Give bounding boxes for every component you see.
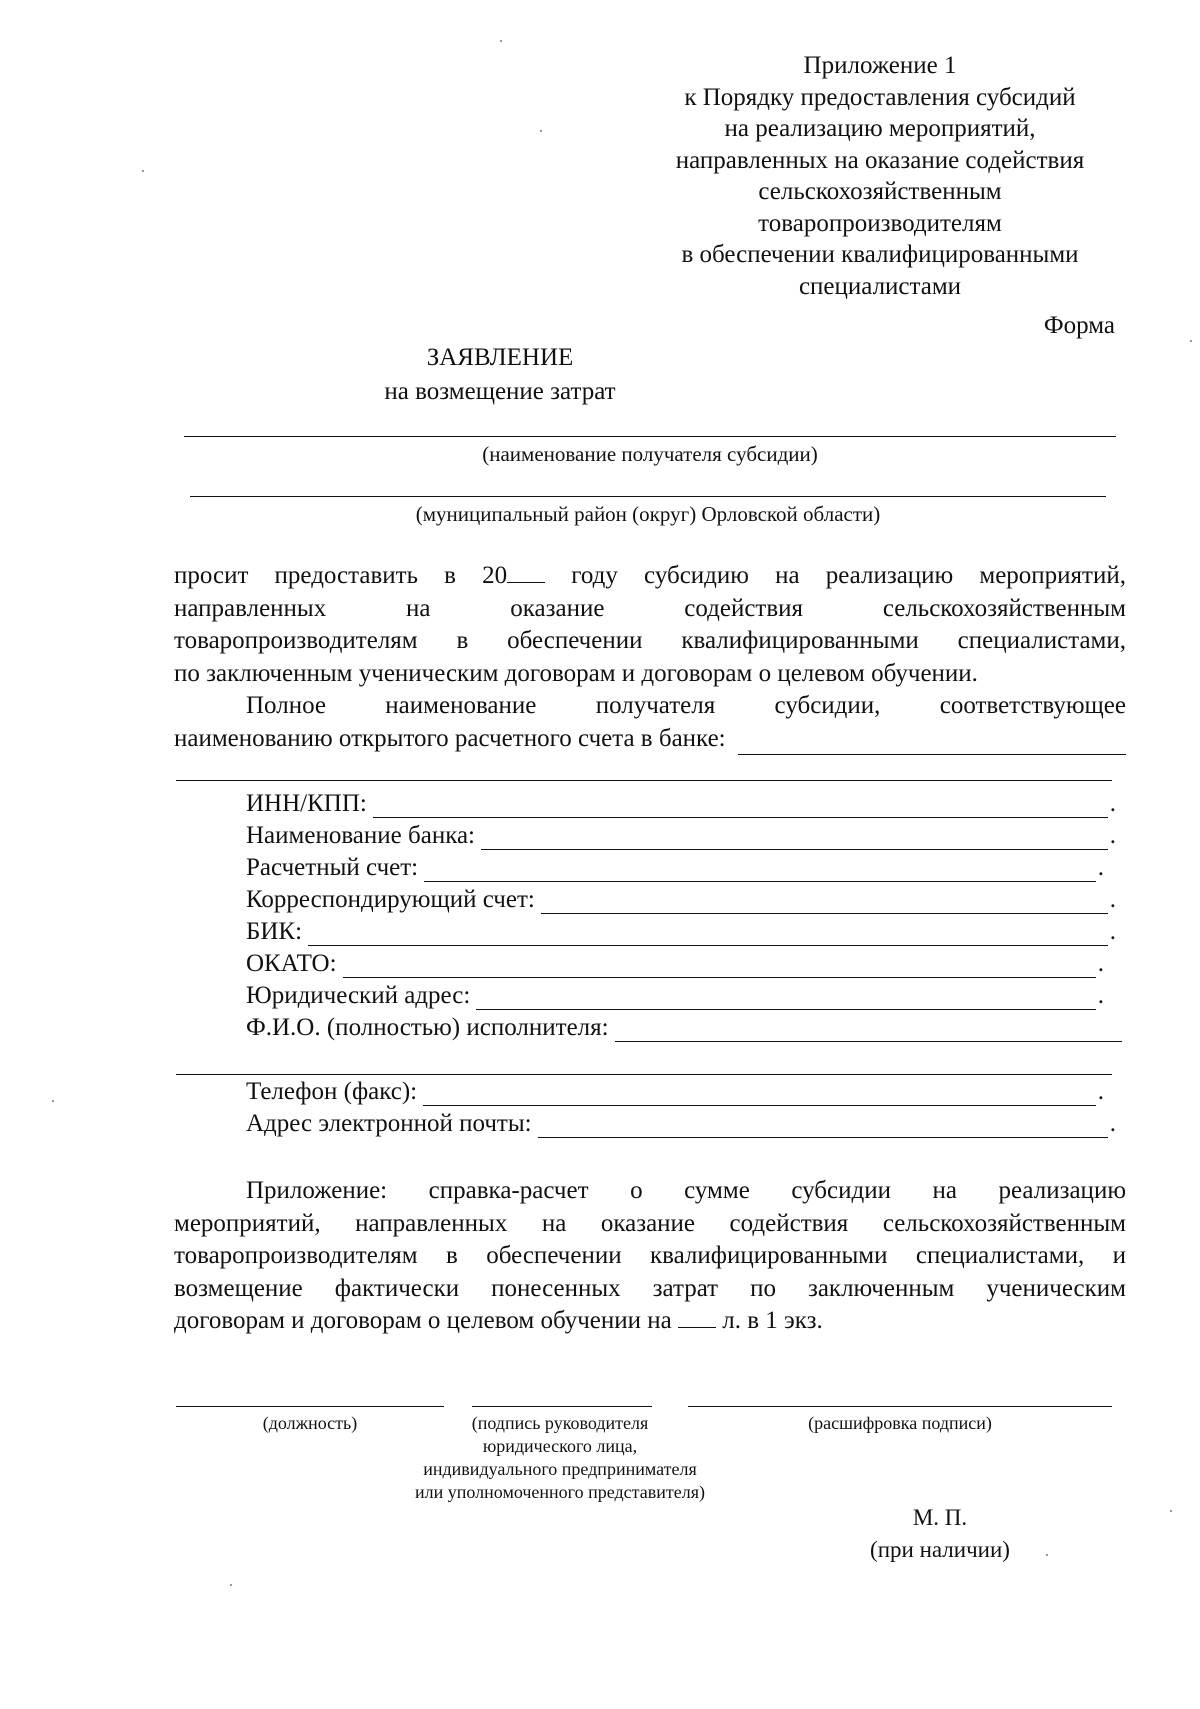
bik-label: БИК: xyxy=(246,918,303,945)
request-text: году субсидию на реализацию мероприятий, xyxy=(571,562,1126,589)
account-field: Расчетный счет: . xyxy=(246,854,1104,881)
scan-speck xyxy=(1190,340,1192,342)
district-line[interactable] xyxy=(190,496,1106,497)
attachment-text: Приложение: справка-расчет о сумме субсидии на реализацию xyxy=(246,1177,1126,1204)
signature-decode-caption: (расшифровка подписи) xyxy=(808,1413,992,1433)
signature-caption xyxy=(380,1412,740,1504)
scan-speck xyxy=(1046,1554,1048,1556)
executor-fio-input[interactable] xyxy=(615,1019,1122,1042)
bank-name-field: Наименование банка: . xyxy=(246,822,1116,849)
scan-speck xyxy=(540,130,542,132)
phone-label: Телефон (факс): xyxy=(246,1078,418,1105)
bik-field: БИК: . xyxy=(246,918,1116,945)
bank-account-name-line-2[interactable] xyxy=(176,780,1112,781)
corr-account-field: Корреспондирующий счет: . xyxy=(246,886,1116,913)
position-line[interactable] xyxy=(176,1406,444,1407)
request-text: просит предоставить в 20 xyxy=(174,562,508,589)
legal-address-field: Юридический адрес: . xyxy=(246,982,1104,1009)
legal-address-input[interactable] xyxy=(476,987,1095,1010)
signature-caption-line: или уполномоченного представителя) xyxy=(415,1482,705,1502)
year-blank[interactable] xyxy=(507,562,545,583)
fullname-text: наименованию открытого расчетного счета в банке: xyxy=(174,724,726,752)
okato-label: ОКАТО: xyxy=(246,950,337,977)
appendix-line: Приложение 1 xyxy=(803,52,957,79)
inn-kpp-label: ИНН/КПП: xyxy=(246,790,367,817)
signature-caption-line: индивидуального предпринимателя xyxy=(423,1459,697,1479)
legal-address-label: Юридический адрес: xyxy=(246,982,471,1009)
email-field: Адрес электронной почты: . xyxy=(246,1110,1116,1137)
appendix-line: товаропроизводителям xyxy=(758,209,1002,237)
attachment-paragraph xyxy=(174,1175,1126,1338)
appendix-line: к Порядку предоставления субсидий xyxy=(684,83,1076,111)
appendix-line: направленных на оказание содействия xyxy=(675,146,1085,174)
corr-account-input[interactable] xyxy=(541,891,1108,914)
recipient-name-line[interactable] xyxy=(184,436,1116,437)
scan-speck xyxy=(1170,1510,1172,1512)
recipient-caption: (наименование получателя субсидии) xyxy=(482,442,818,466)
stamp-note: (при наличии) xyxy=(870,1537,1010,1562)
bank-name-input[interactable] xyxy=(481,827,1108,850)
bank-account-name-line[interactable] xyxy=(738,732,1126,755)
request-paragraph xyxy=(174,560,1126,690)
scan-speck xyxy=(142,170,144,172)
document-subtitle: на возмещение затрат xyxy=(384,378,616,405)
inn-kpp-input[interactable] xyxy=(373,795,1108,818)
attachment-text: договорам и договорам о целевом обучении на xyxy=(174,1307,672,1334)
attachment-text: мероприятий, направленных на оказание содействия сельскохозяйственным xyxy=(174,1209,1126,1237)
request-text: направленных на оказание содействия сельскохозяйственным xyxy=(174,594,1126,622)
appendix-line: специалистами xyxy=(798,272,962,300)
signature-caption-line: юридического лица, xyxy=(482,1436,638,1456)
phone-input[interactable] xyxy=(423,1083,1096,1106)
attachment-text: л. в 1 экз. xyxy=(722,1307,823,1334)
email-input[interactable] xyxy=(538,1115,1108,1138)
attachment-text: товаропроизводителям в обеспечении квалифицированными специалистами, и xyxy=(174,1242,1126,1269)
executor-fio-label: Ф.И.О. (полностью) исполнителя: xyxy=(246,1014,609,1041)
bik-input[interactable] xyxy=(308,923,1108,946)
signature-decode-line[interactable] xyxy=(688,1406,1112,1407)
okato-field: ОКАТО: . xyxy=(246,950,1104,977)
executor-fio-line-2[interactable] xyxy=(176,1074,1112,1075)
account-input[interactable] xyxy=(424,859,1096,882)
appendix-line: сельскохозяйственным xyxy=(758,178,1002,205)
email-label: Адрес электронной почты: xyxy=(246,1110,532,1137)
appendix-line: в обеспечении квалифицированными xyxy=(681,241,1079,268)
fullname-paragraph xyxy=(174,690,1126,755)
fullname-text: Полное наименование получателя субсидии, соответствующее xyxy=(246,692,1126,719)
stamp-place xyxy=(840,1502,1040,1566)
attachment-text: возмещение фактически понесенных затрат по заключенным ученическим xyxy=(174,1274,1126,1302)
signature-caption-line: (подпись руководителя xyxy=(471,1413,649,1433)
scan-speck xyxy=(500,40,502,42)
position-caption: (должность) xyxy=(262,1413,358,1433)
bank-name-label: Наименование банка: xyxy=(246,822,476,849)
request-text: по заключенным ученическим договорам и договорам о целевом обучении. xyxy=(174,659,978,687)
district-caption: (муниципальный район (округ) Орловской области) xyxy=(415,502,881,526)
stamp-label: М. П. xyxy=(912,1505,968,1530)
scan-speck xyxy=(52,1100,54,1102)
appendix-header xyxy=(640,50,1120,302)
okato-input[interactable] xyxy=(343,955,1096,978)
signature-line[interactable] xyxy=(472,1406,652,1407)
corr-account-label: Корреспондирующий счет: xyxy=(246,886,535,913)
account-label: Расчетный счет: xyxy=(246,854,419,881)
phone-field: Телефон (факс): . xyxy=(246,1078,1104,1105)
inn-kpp-field: ИНН/КПП: . xyxy=(246,790,1116,817)
request-text: товаропроизводителям в обеспечении квалифицированными специалистами, xyxy=(174,627,1126,654)
sheets-count-blank[interactable] xyxy=(678,1307,716,1328)
form-label: Форма xyxy=(1043,312,1115,339)
executor-fio-field xyxy=(246,1014,1122,1042)
document-title: ЗАЯВЛЕНИЕ xyxy=(426,344,574,371)
appendix-line: на реализацию мероприятий, xyxy=(724,115,1036,142)
scan-speck xyxy=(230,1584,232,1586)
